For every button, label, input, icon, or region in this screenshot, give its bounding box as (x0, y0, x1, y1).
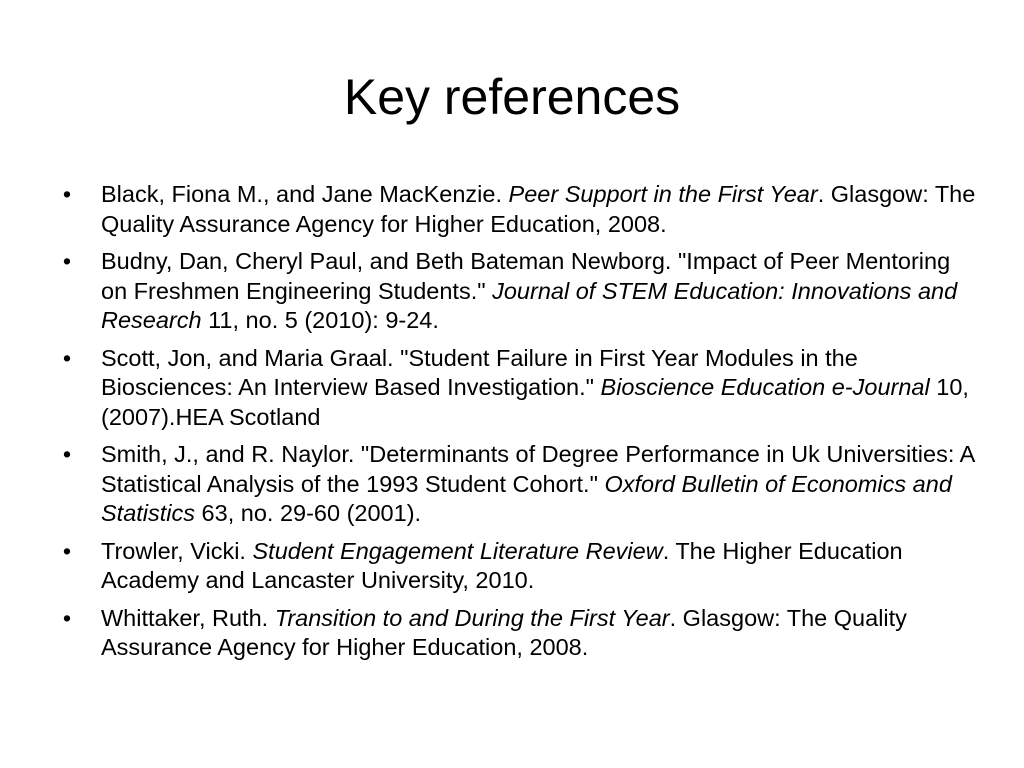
slide-title: Key references (343, 69, 681, 125)
reference-details: 63, no. 29-60 (2001). (195, 500, 422, 526)
reference-list (57, 180, 977, 671)
reference-text: Scott, Jon, and Maria Graal. "Student Failure in First Year Modules in the Biosciences: An Interview Based Investigation." (101, 344, 858, 400)
reference-source-title: Student Engagement Literature Review (252, 537, 663, 564)
reference-item (57, 180, 977, 239)
reference-text: Smith, J., and R. Naylor. "Determinants of Degree Performance in Uk Universities: A Statistical Analysis of the 1993 Student Cohort." (101, 441, 974, 497)
reference-source-title: Peer Support in the First Year (508, 181, 818, 207)
reference-text: Black, Fiona M., and Jane MacKenzie. (101, 181, 509, 207)
reference-item (57, 344, 977, 433)
reference-item (57, 537, 977, 596)
reference-details: . Glasgow: The Quality Assurance Agency for Higher Education, 2008. (101, 604, 907, 660)
bullet-icon: • (62, 537, 72, 564)
reference-details: 11, no. 5 (2010): 9-24. (201, 307, 439, 333)
reference-details: . Glasgow: The Quality Assurance Agency for Higher Education, 2008. (101, 181, 976, 237)
bullet-icon: • (62, 344, 72, 371)
reference-details: 10, (2007).HEA Scotland (101, 374, 969, 430)
reference-source-title: Journal of STEM Education: Innovations and Research (101, 277, 958, 333)
reference-text: Budny, Dan, Cheryl Paul, and Beth Bateman Newborg. "Impact of Peer Mentoring on Freshmen Engineering Students." (101, 248, 951, 304)
reference-source-title: Bioscience Education e-Journal (600, 374, 930, 400)
bullet-icon: • (62, 248, 72, 274)
reference-item (57, 440, 977, 529)
reference-source-title: Transition to and During the First Year (274, 604, 670, 631)
reference-details: . The Higher Education Academy and Lancaster University, 2010. (101, 537, 903, 593)
reference-source-title: Oxford Bulletin of Economics and Statistics (101, 470, 952, 526)
reference-text: Trowler, Vicki. (101, 537, 253, 564)
reference-item (57, 604, 977, 663)
bullet-icon: • (62, 604, 72, 631)
bullet-icon: • (62, 181, 72, 207)
bullet-icon: • (62, 441, 72, 467)
reference-item (57, 247, 977, 336)
reference-text: Whittaker, Ruth. (101, 604, 275, 631)
